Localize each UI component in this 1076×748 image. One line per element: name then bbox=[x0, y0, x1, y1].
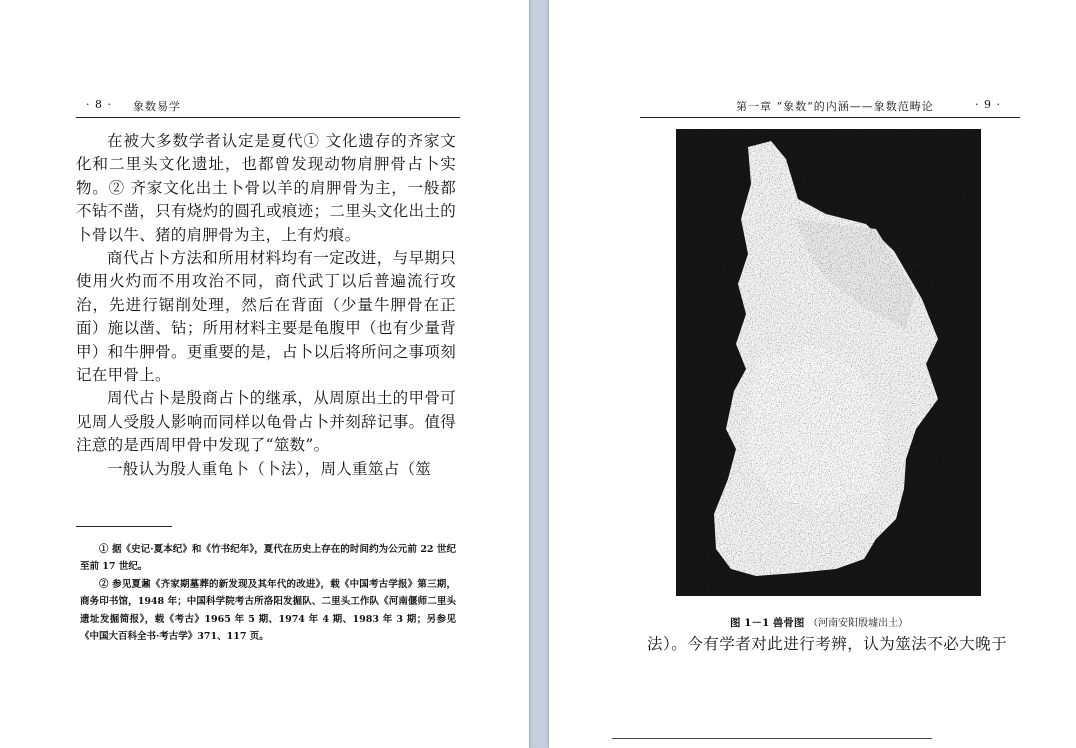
oracle-bone-photo bbox=[676, 129, 981, 596]
page-number-right: · 9 · bbox=[975, 98, 1001, 111]
paragraph: 一般认为殷人重龟卜（卜法），周人重筮占（筮 bbox=[107, 459, 432, 478]
paragraph: 在被大多数学者认定是夏代① 文化遗存的齐家文化和二里头文化遗址，也都曾发现动物肩胛骨占卜实物。② 齐家文化出土卜骨以羊的肩胛骨为主，一般都不钻不凿，只有烧灼的圆孔或痕迹；二里头文化出土的卜骨以牛、猪的肩胛骨为主，上有灼痕。 bbox=[76, 132, 456, 244]
footnotes bbox=[80, 541, 456, 645]
footnote: ② 参见夏鼐《齐家期墓葬的新发现及其年代的改进》，载《中国考古学报》第三期，商务印书馆，1948 年；中国科学院考古所洛阳发掘队、二里头工作队《河南偃师二里头遗址发掘简报》，载《考古》1965 年 5 期、1974 年 4 期、1983 年 3 期；另参见《中国大百科全书·考古学》371、117 页。 bbox=[80, 578, 456, 643]
footnote: ① 据《史记·夏本纪》和《竹书纪年》，夏代在历史上存在的时间约为公元前 22 世纪至前 17 世纪。 bbox=[80, 544, 456, 573]
scan-artifact-line bbox=[612, 738, 932, 739]
figure-note: （河南安阳殷墟出土） bbox=[808, 618, 909, 629]
footnote-rule bbox=[76, 526, 172, 527]
oracle-bone-image bbox=[676, 129, 981, 596]
header-rule bbox=[76, 117, 460, 118]
running-header-right: 第一章 “象数”的内涵——象数范畴论 bbox=[736, 100, 934, 113]
figure-caption bbox=[730, 614, 908, 630]
document-page-left[interactable] bbox=[0, 0, 529, 748]
body-text bbox=[76, 130, 456, 481]
running-header-left: 象数易学 bbox=[133, 100, 181, 113]
header-rule bbox=[640, 117, 1020, 118]
figure-label: 图 1－1 兽骨图 bbox=[730, 617, 805, 629]
paragraph: 商代占卜方法和所用材料均有一定改进，与早期只使用火灼而不用攻治不同，商代武丁以后普遍流行攻治，先进行锯削处理，然后在背面（少量牛胛骨在正面）施以凿、钻；所用材料主要是龟腹甲（也有少量背甲）和牛胛骨。更重要的是，占卜以后将所问之事项刻记在甲骨上。 bbox=[76, 249, 456, 385]
paragraph: 周代占卜是殷商占卜的继承，从周原出土的甲骨可见周人受殷人影响而同样以龟骨占卜并刻辞记事。值得注意的是西周甲骨中发现了“筮数”。 bbox=[76, 389, 456, 455]
body-text-continued: 法）。今有学者对此进行考辨，认为筮法不必大晚于 bbox=[647, 635, 1008, 653]
page-number-left: · 8 · bbox=[86, 98, 112, 111]
